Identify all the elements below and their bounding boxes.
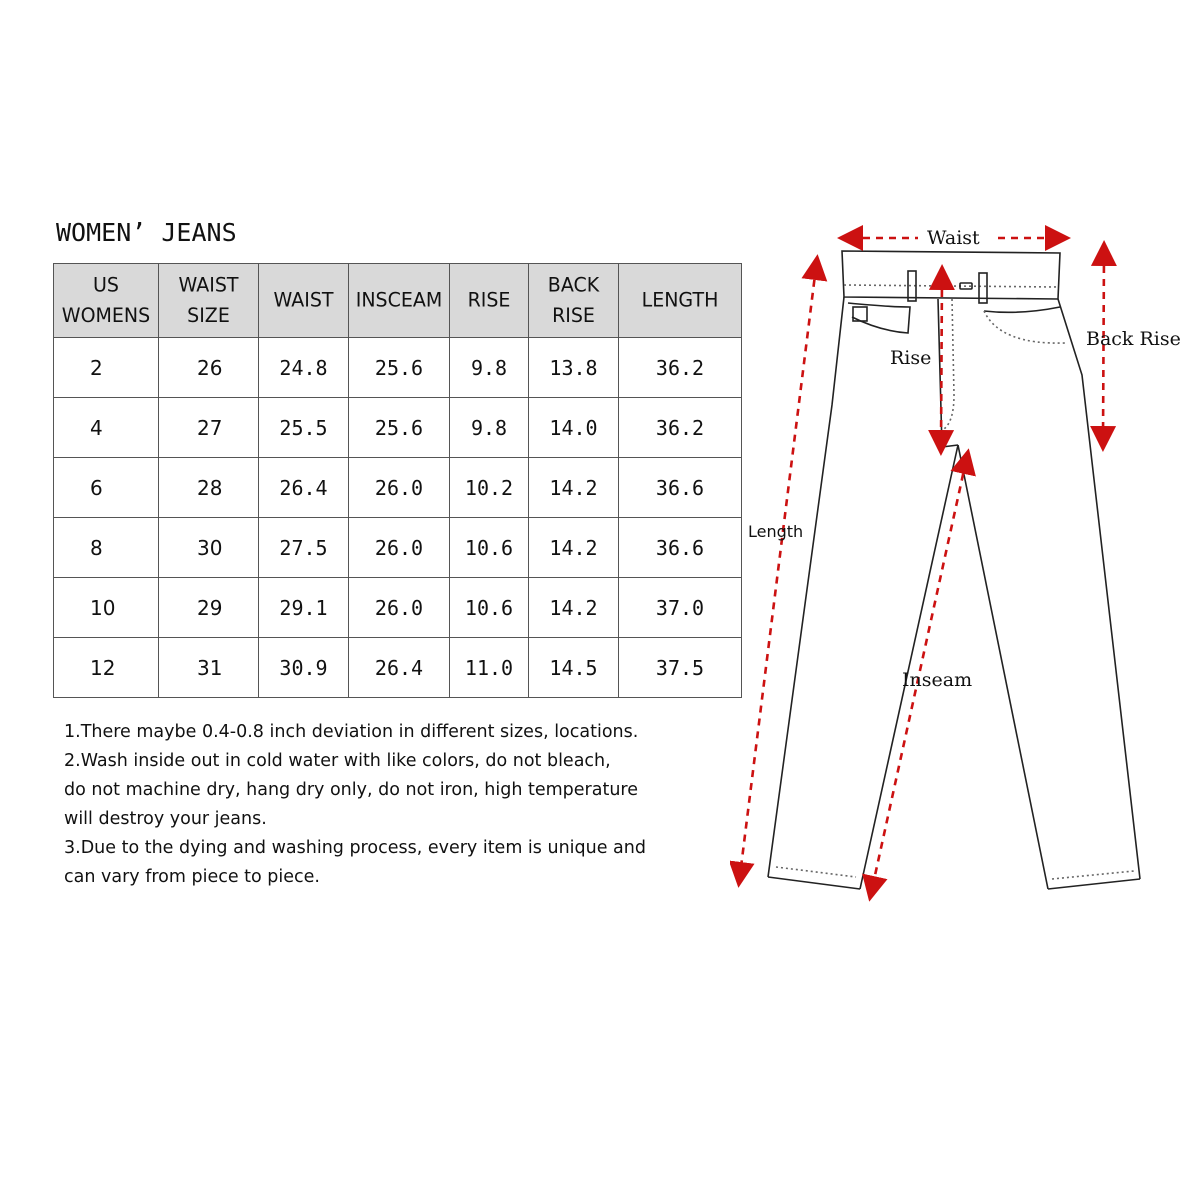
cell-us-size: 2 xyxy=(54,338,159,398)
cell-length: 37.5 xyxy=(619,638,742,698)
inseam-label: Inseam xyxy=(902,669,973,691)
header-waist: WAIST xyxy=(259,264,349,338)
rise-label: Rise xyxy=(890,347,932,369)
table-row xyxy=(54,458,742,518)
cell-us-size: 12 xyxy=(54,638,159,698)
jeans-outline xyxy=(768,251,1140,889)
cell-waist: 26.4 xyxy=(259,458,349,518)
cell-waist: 30.9 xyxy=(259,638,349,698)
cell-back-rise: 14.2 xyxy=(529,578,619,638)
cell-back-rise: 13.8 xyxy=(529,338,619,398)
cell-us-size: 8 xyxy=(54,518,159,578)
cell-rise: 10.2 xyxy=(450,458,529,518)
care-notes xyxy=(64,718,704,892)
cell-length: 36.2 xyxy=(619,338,742,398)
note-deviation: 1.There maybe 0.4-0.8 inch deviation in different sizes, locations. xyxy=(64,722,639,742)
jeans-measurement-diagram xyxy=(730,215,1200,925)
header-waist-size: WAIST SIZE xyxy=(159,264,259,338)
cell-back-rise: 14.5 xyxy=(529,638,619,698)
waist-label: Waist xyxy=(927,227,980,249)
table-row xyxy=(54,518,742,578)
measurement-arrows xyxy=(740,238,1104,889)
cell-rise: 9.8 xyxy=(450,338,529,398)
table-header-row xyxy=(54,264,742,338)
cell-us-size: 4 xyxy=(54,398,159,458)
cell-rise: 10.6 xyxy=(450,518,529,578)
cell-length: 37.0 xyxy=(619,578,742,638)
header-back-rise: BACK RISE xyxy=(529,264,619,338)
header-inseam: INSCEAM xyxy=(349,264,450,338)
cell-waist-size: 28 xyxy=(159,458,259,518)
cell-rise: 9.8 xyxy=(450,398,529,458)
cell-length: 36.6 xyxy=(619,458,742,518)
cell-waist-size: 29 xyxy=(159,578,259,638)
cell-inseam: 26.0 xyxy=(349,458,450,518)
cell-us-size: 6 xyxy=(54,458,159,518)
cell-back-rise: 14.0 xyxy=(529,398,619,458)
cell-us-size: 10 xyxy=(54,578,159,638)
cell-inseam: 26.0 xyxy=(349,578,450,638)
cell-rise: 10.6 xyxy=(450,578,529,638)
header-length: LENGTH xyxy=(619,264,742,338)
note-unique-item: 3.Due to the dying and washing process, every item is unique and can vary from piece to piece. xyxy=(64,838,646,887)
cell-rise: 11.0 xyxy=(450,638,529,698)
cell-length: 36.6 xyxy=(619,518,742,578)
cell-inseam: 25.6 xyxy=(349,338,450,398)
table-row xyxy=(54,578,742,638)
cell-back-rise: 14.2 xyxy=(529,518,619,578)
table-row xyxy=(54,638,742,698)
cell-inseam: 26.0 xyxy=(349,518,450,578)
cell-waist: 29.1 xyxy=(259,578,349,638)
table-row xyxy=(54,338,742,398)
cell-waist-size: 31 xyxy=(159,638,259,698)
header-us-womens: US WOMENS xyxy=(54,264,159,338)
cell-inseam: 26.4 xyxy=(349,638,450,698)
note-washing: 2.Wash inside out in cold water with like colors, do not bleach, do not machine dry, hang dry only, do not iron, high temperature will destroy your jeans. xyxy=(64,751,639,829)
cell-waist: 25.5 xyxy=(259,398,349,458)
length-label: Length xyxy=(748,522,804,541)
cell-waist-size: 30 xyxy=(159,518,259,578)
size-chart-table xyxy=(53,263,742,698)
back-rise-label: Back Rise xyxy=(1086,328,1181,350)
table-row xyxy=(54,398,742,458)
cell-length: 36.2 xyxy=(619,398,742,458)
cell-waist-size: 26 xyxy=(159,338,259,398)
cell-back-rise: 14.2 xyxy=(529,458,619,518)
cell-inseam: 25.6 xyxy=(349,398,450,458)
chart-title: WOMEN’ JEANS xyxy=(56,218,237,247)
cell-waist-size: 27 xyxy=(159,398,259,458)
cell-waist: 27.5 xyxy=(259,518,349,578)
header-rise: RISE xyxy=(450,264,529,338)
cell-waist: 24.8 xyxy=(259,338,349,398)
length-arrow xyxy=(740,267,816,875)
